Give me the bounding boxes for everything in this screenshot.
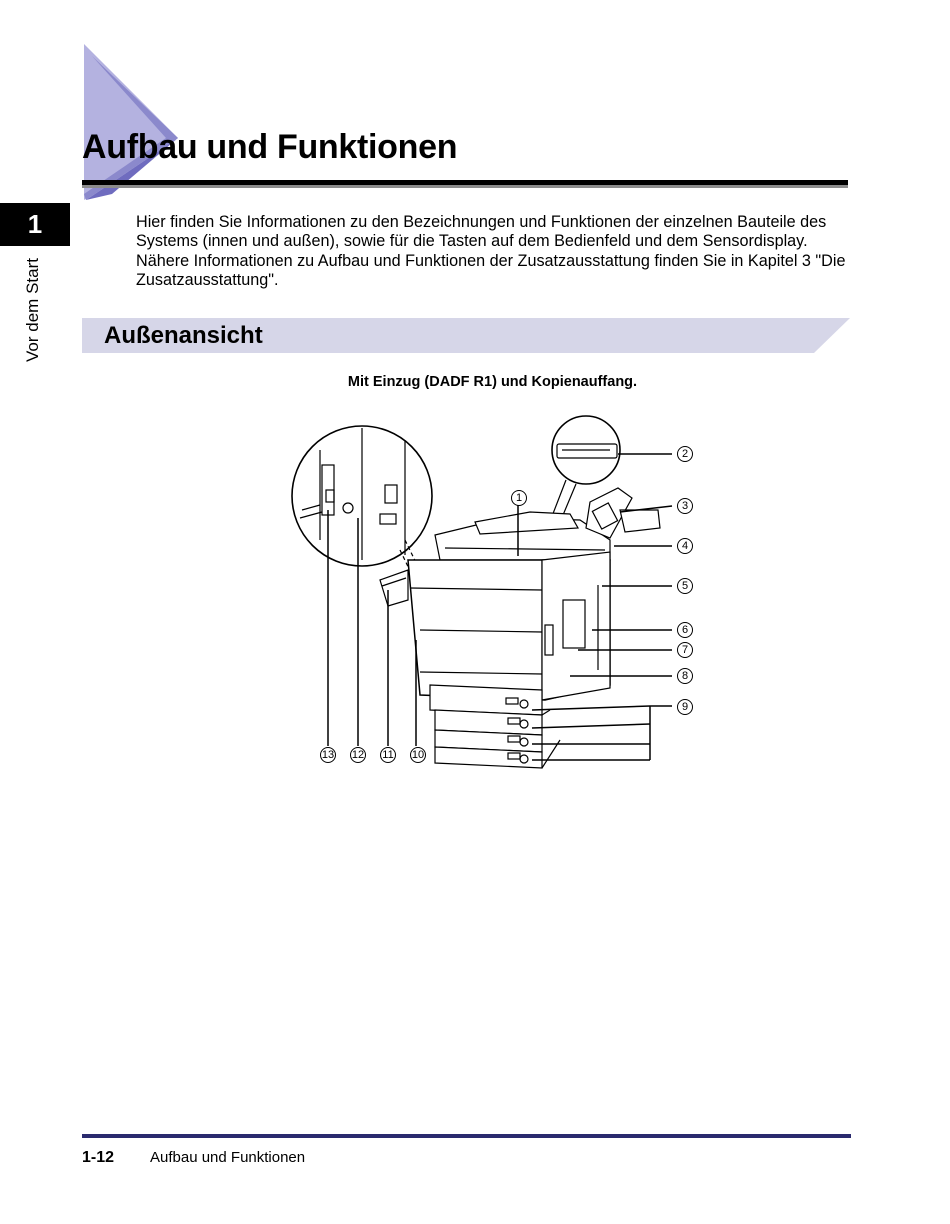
callout-3: 3: [677, 498, 693, 514]
section-heading: Außenansicht: [104, 322, 263, 349]
callout-8: 8: [677, 668, 693, 684]
callout-10: 10: [410, 747, 426, 763]
callout-1: 1: [511, 490, 527, 506]
chapter-number-tab: 1: [0, 203, 70, 246]
copier-illustration: [280, 410, 710, 780]
callout-13: 13: [320, 747, 336, 763]
callout-6: 6: [677, 622, 693, 638]
callout-9: 9: [677, 699, 693, 715]
chapter-side-label: Vor dem Start: [23, 258, 42, 362]
callout-7: 7: [677, 642, 693, 658]
callout-5: 5: [677, 578, 693, 594]
page-title: Aufbau und Funktionen: [82, 128, 458, 166]
footer-title: Aufbau und Funktionen: [150, 1149, 306, 1166]
callout-11: 11: [380, 747, 396, 763]
title-rule-shadow: [82, 185, 848, 188]
page-number: 1-12: [82, 1149, 115, 1166]
callout-2: 2: [677, 446, 693, 462]
figure-caption: Mit Einzug (DADF R1) und Kopienauffang.: [347, 374, 638, 390]
callout-12: 12: [350, 747, 366, 763]
intro-paragraph: Hier finden Sie Informationen zu den Bezeichnungen und Funktionen der einzelnen Bauteile des Systems (innen und außen), sowie für die Tasten auf dem Bedienfeld und dem Sensordisplay. Nähere Informationen zu Aufbau und Funktionen der Zusatzausstattung finden Sie in Kapitel 3 "Die Zusatzausstattung".: [136, 213, 846, 289]
callout-4: 4: [677, 538, 693, 554]
footer-rule: [82, 1134, 851, 1138]
